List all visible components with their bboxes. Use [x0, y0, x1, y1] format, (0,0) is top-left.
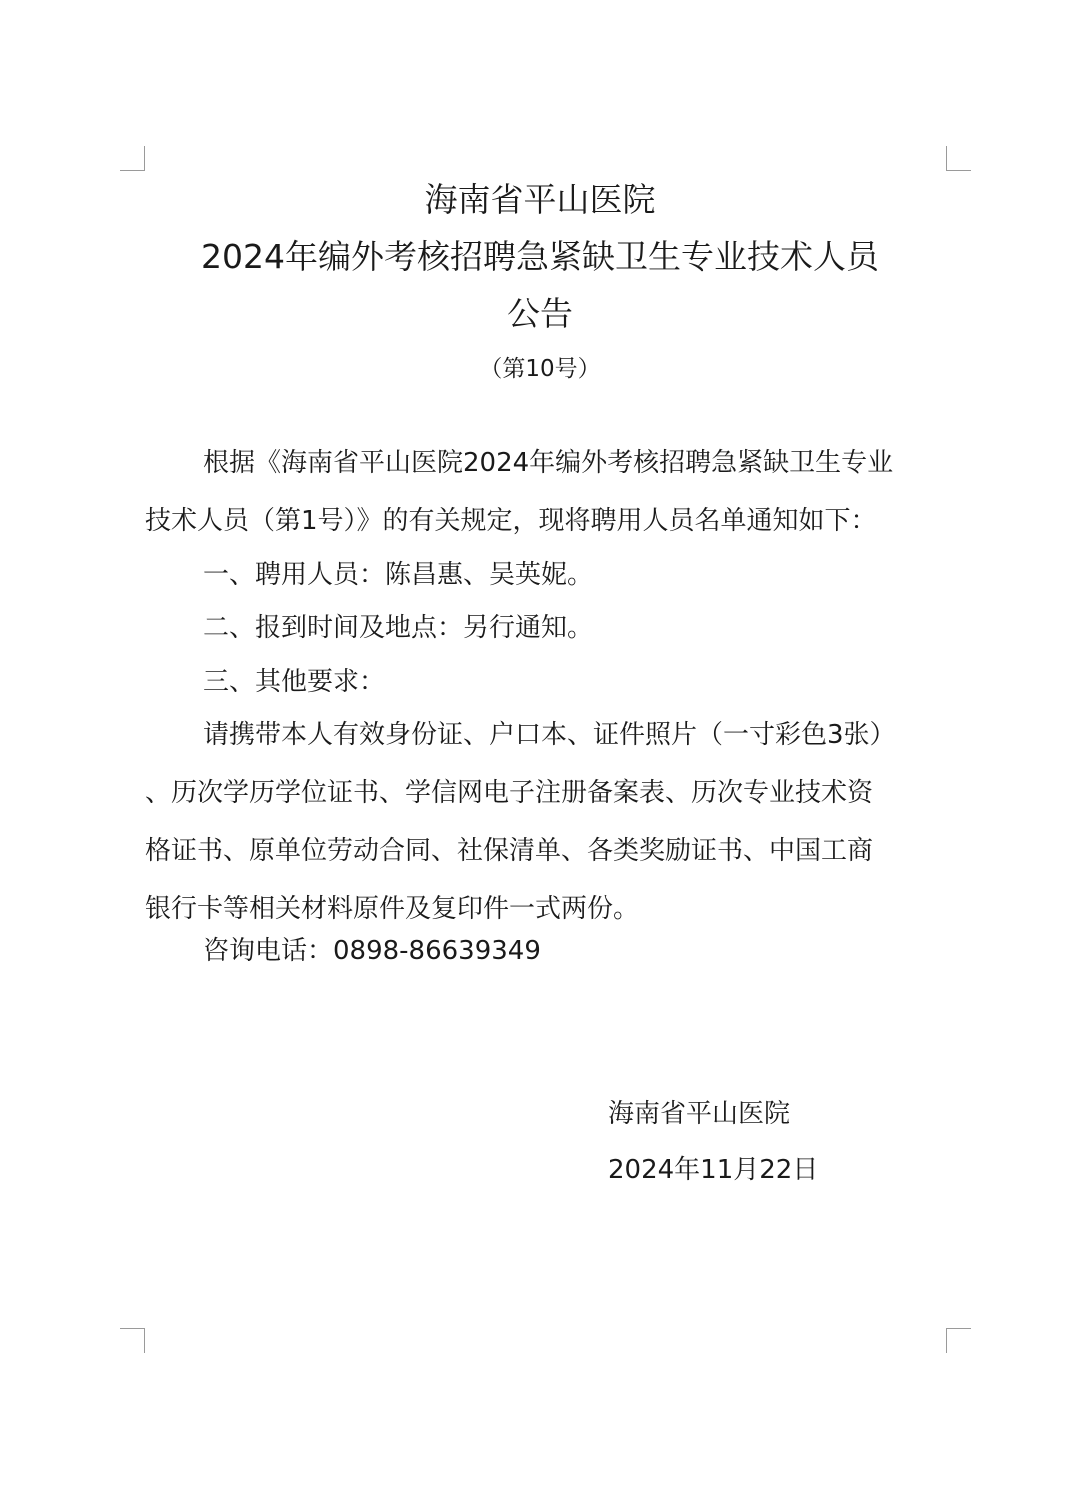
requirement-line-2: 、历次学历学位证书、学信网电子注册备案表、历次专业技术资: [145, 778, 874, 808]
document-title: 2024年编外考核招聘急紧缺卫生专业技术人员: [201, 237, 879, 276]
page-corner-mark-top-right: [946, 146, 971, 171]
basis-line-2: 技术人员（第1号）》的有关规定，现将聘用人员名单通知如下：: [145, 506, 877, 536]
document-number: （第10号）: [479, 356, 601, 382]
requirements-paragraph: [145, 706, 950, 938]
item-other-requirements: 三、其他要求：: [203, 667, 386, 697]
basis-paragraph: [145, 434, 950, 550]
requirement-line-3: 格证书、原单位劳动合同、社保清单、各类奖励证书、中国工商: [145, 836, 874, 866]
document-org-title: 海南省平山医院: [424, 180, 656, 219]
document-type: 公告: [507, 294, 573, 333]
basis-line-1: 根据《海南省平山医院2024年编外考核招聘急紧缺卫生专业: [203, 448, 894, 478]
requirement-line-4: 银行卡等相关材料原件及复印件一式两份。: [145, 894, 640, 924]
contact-phone: 咨询电话：0898-86639349: [203, 936, 541, 966]
requirement-line-1: 请携带本人有效身份证、户口本、证件照片（一寸彩色3张）: [203, 720, 896, 750]
item-hired-staff: 一、聘用人员：陈昌惠、吴英妮。: [203, 560, 594, 590]
signature-date: 2024年11月22日: [608, 1155, 819, 1185]
page-corner-mark-bottom-left: [120, 1328, 145, 1353]
item-report-time: 二、报到时间及地点：另行通知。: [203, 613, 594, 643]
page-corner-mark-top-left: [120, 146, 145, 171]
signature-org: 海南省平山医院: [608, 1099, 791, 1129]
page-corner-mark-bottom-right: [946, 1328, 971, 1353]
